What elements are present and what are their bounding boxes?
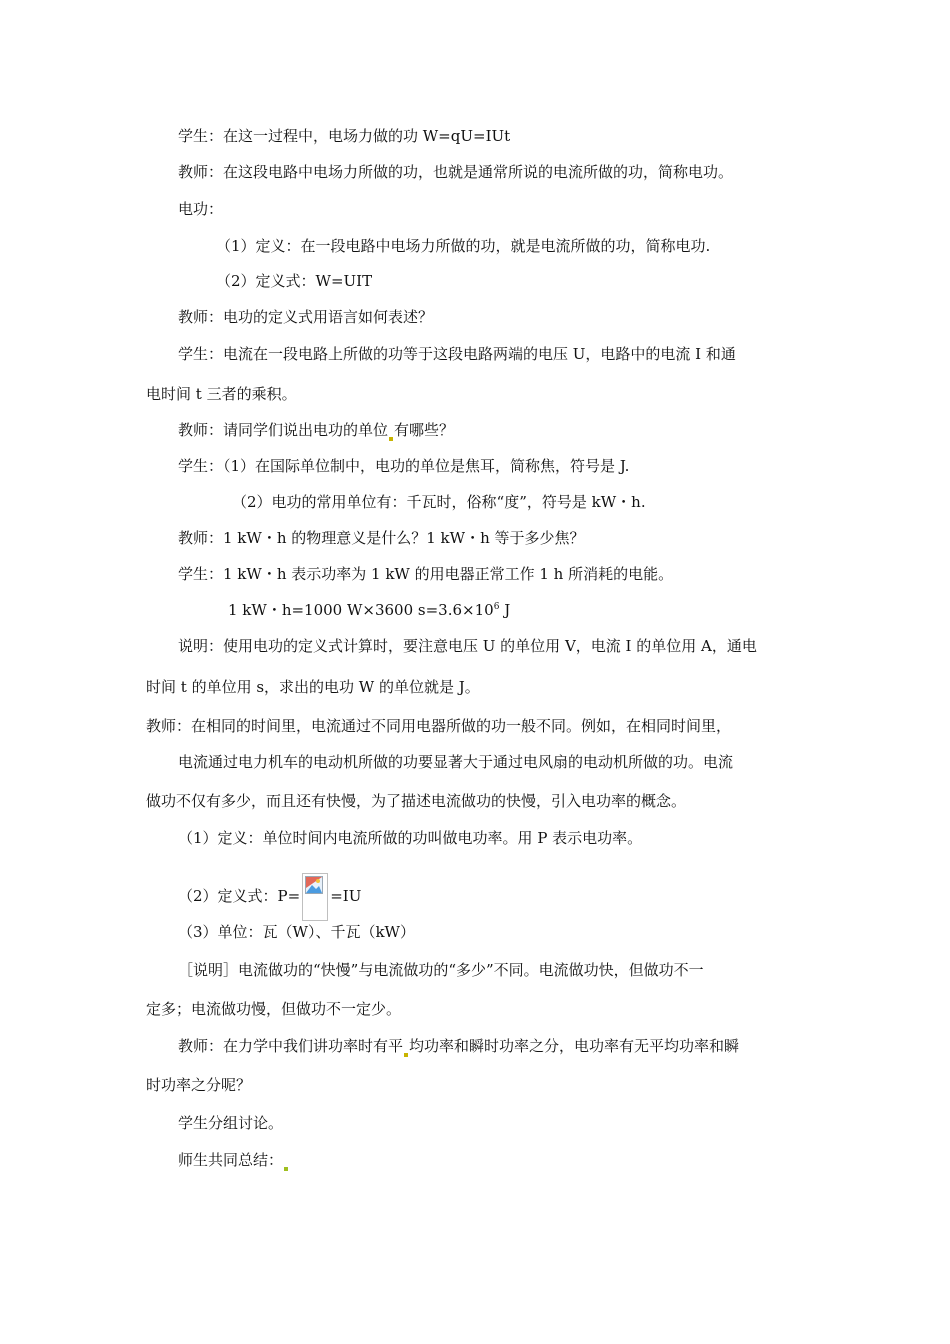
text-line [178,1036,739,1057]
text-line: 电功： [178,200,224,218]
text-line: 学生：在这一过程中，电场力做的功 W=qU=IUt [178,127,511,145]
text-fragment: =IU [330,887,362,905]
text-line: 教师：1 kW・h 的物理意义是什么？1 kW・h 等于多少焦？ [178,529,585,547]
text-line: （2）电功的常用单位有：千瓦时，俗称“度”，符号是 kW・h. [232,493,646,511]
text-line: 教师：在这段电路中电场力所做的功，也就是通常所说的电流所做的功，简称电功。 [178,163,734,181]
text-line: （2）定义式：W=UIT [216,272,373,290]
highlight-dot [389,437,393,441]
text-line: （1）定义：在一段电路中电场力所做的功，就是电流所做的功，简称电功. [216,237,711,255]
text-line: 电流通过电力机车的电动机所做的功要显著大于通过电风扇的电动机所做的功。电流 [178,753,734,771]
text-line: ［说明］电流做功的“快慢”与电流做功的“多少”不同。电流做功快，但做功不一 [178,961,704,979]
text-line: 时功率之分呢？ [146,1076,252,1094]
text-line: 做功不仅有多少，而且还有快慢，为了描述电流做功的快慢，引入电功率的概念。 [146,792,687,810]
text-fragment: J [499,601,511,619]
text-fragment: 均功率和瞬时功率之分，电功率有无平均功率和瞬 [409,1037,740,1055]
superscript-exponent: 6 [493,602,500,612]
text-line [178,1150,289,1171]
text-fragment: 1 kW・h=1000 W×3600 s=3.6×10 [228,601,494,619]
text-line: （1）定义：单位时间内电流所做的功叫做电功率。用 P 表示电功率。 [178,829,643,847]
text-fragment: 师生共同总结： [178,1151,284,1169]
text-line: 教师：在相同的时间里，电流通过不同用电器所做的功一般不同。例如，在相同时间里， [146,717,732,735]
broken-image-icon [302,873,328,921]
text-fragment: 教师：请同学们说出电功的单位 [178,421,389,439]
text-fragment: （2）定义式：P= [178,887,301,905]
text-line: 学生分组讨论。 [178,1114,284,1132]
text-line: 学生：电流在一段电路上所做的功等于这段电路两端的电压 U，电路中的电流 I 和通 [178,345,736,363]
text-line: 教师：电功的定义式用语言如何表述？ [178,308,434,326]
text-line: 说明：使用电功的定义式计算时，要注意电压 U 的单位用 V，电流 I 的单位用 A，通电 [178,637,757,655]
text-line [178,873,361,921]
highlight-dot [404,1053,408,1057]
text-line: （3）单位：瓦（W）、千瓦（kW） [178,923,415,941]
text-line [228,600,510,620]
text-line: 电时间 t 三者的乘积。 [146,385,297,403]
text-line [178,420,454,441]
highlight-dot [284,1167,288,1171]
text-fragment: 教师：在力学中我们讲功率时有平 [178,1037,404,1055]
text-line: 定多；电流做功慢，但做功不一定少。 [146,1000,402,1018]
text-fragment: 有哪些？ [394,421,455,439]
text-line: 时间 t 的单位用 s，求出的电功 W 的单位就是 J。 [146,678,480,696]
text-line: 学生：1 kW・h 表示功率为 1 kW 的用电器正常工作 1 h 所消耗的电能。 [178,565,674,583]
text-line: 学生：（1）在国际单位制中，电功的单位是焦耳，简称焦，符号是 J. [178,457,630,475]
